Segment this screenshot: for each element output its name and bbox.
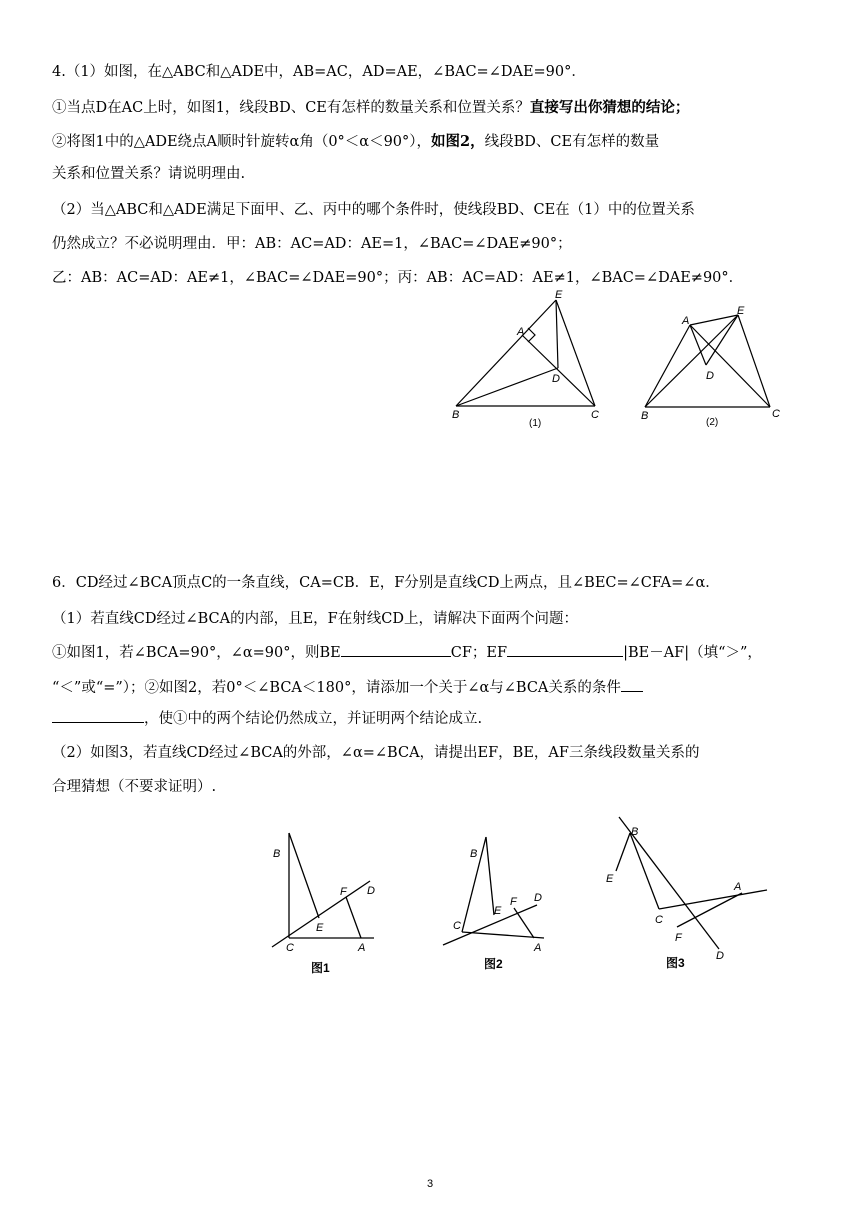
q6f2-label-d: D	[534, 892, 542, 904]
q6f1-label-a: A	[358, 942, 366, 954]
q4-line3	[52, 132, 659, 152]
q6f1-segment-fa	[346, 897, 361, 938]
q4f1-label-e: E	[555, 289, 563, 301]
q6f2-label-b: B	[470, 848, 478, 860]
q4f1-segment-ec	[556, 300, 595, 406]
q4f2-segment-ae	[690, 315, 738, 325]
q4f1-segment-ac	[522, 335, 595, 406]
q6-line3	[52, 642, 762, 663]
q6-line2: （1）若直线CD经过∠BCA的内部，且E，F在射线CD上，请解决下面两个问题：	[52, 611, 578, 627]
q4f1-label-b: B	[452, 409, 460, 421]
q6f1-label-e: E	[316, 922, 324, 934]
q4f1-caption: (1)	[529, 418, 542, 429]
q6-blank-1[interactable]	[341, 642, 451, 657]
q6f1-label-c: C	[286, 942, 294, 954]
q4f2-label-e: E	[737, 305, 745, 317]
q6f1-segment-be	[289, 833, 319, 918]
q6-line4-text: “＜”或“=”）；②如图2，若0°＜∠BCA＜180°，请添加一个关于∠α与∠BCA关系的条件	[52, 680, 621, 696]
q6f3-label-f: F	[675, 932, 682, 944]
q6f1-label-f: F	[340, 886, 347, 898]
q4-line5: （2）当△ABC和△ADE满足下面甲、乙、丙中的哪个条件时，使线段BD、CE在（1）中的位置关系	[52, 202, 695, 218]
q6f2-label-c: C	[453, 920, 461, 932]
q6f3-label-c: C	[655, 914, 663, 926]
q6f2-label-e: E	[494, 905, 502, 917]
q4-line1: 4.（1）如图，在△ABC和△ADE中，AB=AC，AD=AE，∠BAC=∠DAE=90°．	[52, 64, 586, 80]
q4f2-segment-ad	[690, 325, 706, 365]
q4-line2-bold: 直接写出你猜想的结论；	[529, 99, 690, 116]
q6f2-label-f: F	[510, 896, 517, 908]
q6-line6: （2）如图3，若直线CD经过∠BCA的外部，∠α=∠BCA，请提出EF，BE，AF三条线段数量关系的	[52, 745, 700, 761]
q6f3-label-d: D	[716, 950, 724, 962]
q6f3-segment-bc	[630, 833, 659, 909]
q6-line3-text: ①如图1，若∠BCA=90°，∠α=90°，则BE	[52, 645, 341, 661]
q6-line5-text: ，使①中的两个结论仍然成立，并证明两个结论成立.	[144, 711, 483, 727]
q4f1-segment-bd	[456, 368, 558, 406]
q4f2-segment-ab	[645, 325, 690, 407]
q4f2-label-d: D	[706, 370, 714, 382]
q4-line3-text: ②将图1中的△ADE绕点A顺时针旋转α角（0°＜α＜90°），	[52, 134, 432, 150]
q4-line4: 关系和位置关系？请说明理由.	[52, 166, 246, 182]
q4f2-caption: (2)	[706, 417, 719, 428]
q4f1-label-c: C	[591, 409, 599, 421]
q4-line6: 仍然成立？不必说明理由．甲：AB：AC=AD：AE=1，∠BAC=∠DAE≠90°；	[52, 236, 572, 252]
q6f1-line-cd	[272, 881, 370, 947]
q6f2-caption: 图2	[484, 957, 503, 971]
q6f1-label-d: D	[367, 885, 375, 897]
page-number: 3	[426, 1178, 434, 1190]
q6-figures	[262, 805, 782, 985]
q6-blank-3a[interactable]	[621, 677, 643, 692]
q6-line5	[52, 708, 482, 729]
q6-blank-3b[interactable]	[52, 708, 144, 723]
q6f3-label-e: E	[606, 873, 614, 885]
q4f1-segment-ed	[556, 300, 558, 368]
q6f2-segment-fa	[514, 908, 534, 938]
q6-line4	[52, 677, 643, 698]
q6f1-label-b: B	[273, 848, 281, 860]
q4-line7: 乙：AB：AC=AD：AE≠1，∠BAC=∠DAE=90°；丙：AB：AC=AD：AE≠1，∠BAC=∠DAE≠90°．	[52, 270, 744, 286]
q6f3-caption: 图3	[666, 956, 685, 970]
q6-line3-text3: |BE－AF|（填“＞”，	[623, 645, 762, 661]
q6f3-label-b: B	[631, 826, 639, 838]
q6-line7: 合理猜想（不要求证明）.	[52, 779, 217, 795]
q6f1-caption: 图1	[311, 961, 330, 975]
q4f2-label-b: B	[641, 410, 649, 422]
q6-line1: 6．CD经过∠BCA顶点C的一条直线，CA=CB．E，F分别是直线CD上两点，且∠BEC=∠CFA=∠α．	[52, 575, 720, 591]
q6f2-segment-be	[486, 837, 494, 915]
q4f2-segment-ac	[690, 325, 770, 407]
q6-line3-text2: CF；EF	[450, 645, 508, 661]
q4f2-label-c: C	[772, 408, 780, 420]
q4-line3-bold: 如图2，	[431, 133, 485, 150]
q4f2-segment-ec	[738, 315, 770, 407]
q4f1-label-d: D	[552, 373, 560, 385]
q6f3-label-a: A	[734, 881, 742, 893]
q6f2-label-a: A	[534, 942, 542, 954]
q4-line3-text2: 线段BD、CE有怎样的数量	[484, 134, 660, 150]
q6f3-segment-be	[616, 833, 630, 871]
q4-line2-text: ①当点D在AC上时，如图1，线段BD、CE有怎样的数量关系和位置关系？	[52, 100, 530, 116]
q4f1-right-angle-mark	[528, 328, 535, 342]
q4-figures	[440, 285, 800, 435]
q6f3-segment-af	[677, 893, 742, 927]
q4f2-label-a: A	[682, 315, 690, 327]
q4f1-label-a: A	[517, 326, 525, 338]
q6-blank-2[interactable]	[507, 642, 623, 657]
q4-line2	[52, 98, 689, 118]
q6f3-line-ca	[659, 890, 767, 909]
